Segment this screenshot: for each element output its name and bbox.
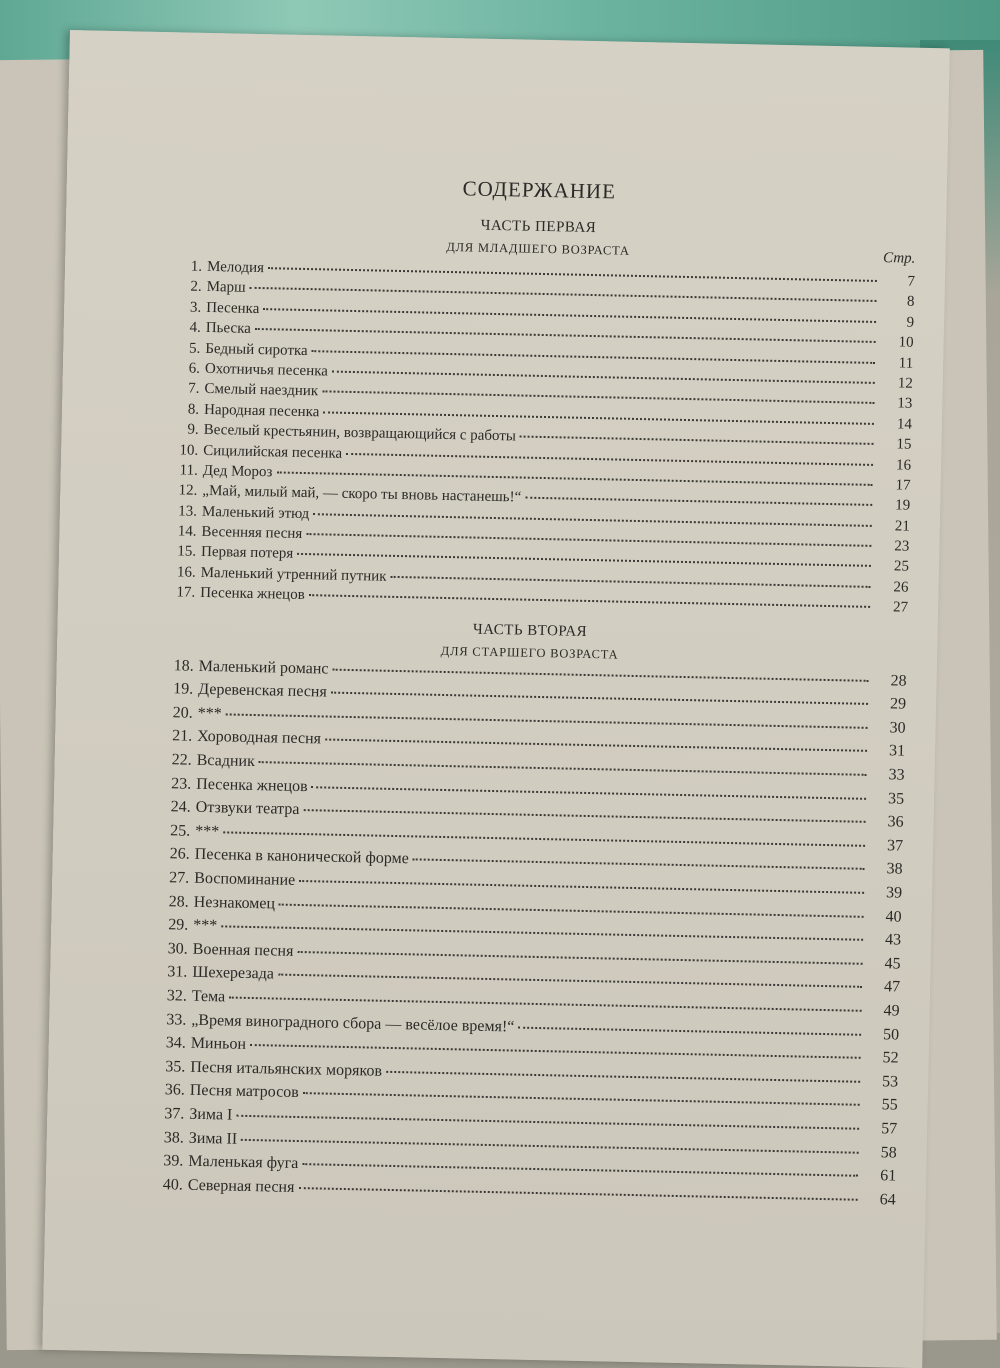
entry-number: 18. bbox=[173, 656, 194, 675]
entry-number: 34. bbox=[165, 1034, 186, 1052]
entry-number: 4. bbox=[189, 319, 201, 336]
entry-number: 19. bbox=[173, 680, 194, 698]
entry-title: Охотничья песенка bbox=[204, 360, 329, 380]
entry-page-number: 53 bbox=[881, 1072, 899, 1091]
dot-leader bbox=[391, 575, 871, 588]
entry-number: 26. bbox=[169, 845, 190, 864]
entry-title: Сицилийская песенка bbox=[203, 442, 343, 462]
entry-page-number: 30 bbox=[889, 719, 906, 737]
entry-page-number: 37 bbox=[886, 837, 904, 855]
entry-page-number: 45 bbox=[884, 955, 901, 973]
entry-page-number: 50 bbox=[882, 1025, 900, 1044]
entry-number: 13. bbox=[178, 503, 198, 520]
entry-page-number: 21 bbox=[894, 518, 910, 535]
entry-title: Песня итальянских моряков bbox=[190, 1058, 383, 1080]
entry-number: 10. bbox=[179, 441, 199, 459]
entry-title: Песенка жнецов bbox=[196, 775, 308, 795]
entry-number: 14. bbox=[177, 523, 197, 540]
entry-title: Песенка жнецов bbox=[200, 585, 305, 604]
entry-number: 3. bbox=[189, 299, 202, 316]
entry-number: 8. bbox=[187, 401, 200, 418]
dot-leader bbox=[303, 1091, 860, 1106]
entry-number: 33. bbox=[166, 1010, 187, 1029]
dot-leader bbox=[303, 808, 865, 823]
entry-number: 22. bbox=[171, 751, 192, 769]
entry-title: Дед Мороз bbox=[202, 462, 273, 481]
entry-title: Бедный сиротка bbox=[205, 340, 308, 359]
entry-title: Отзвуки театра bbox=[195, 799, 300, 819]
entry-title: Народная песенка bbox=[203, 401, 320, 421]
dot-leader bbox=[299, 879, 864, 894]
entry-title: Песня матросов bbox=[189, 1082, 300, 1102]
dot-leader bbox=[312, 785, 866, 800]
entry-title: Песенка в канонической форме bbox=[194, 846, 409, 868]
dot-leader bbox=[331, 691, 868, 705]
entry-title: *** bbox=[195, 822, 220, 841]
dot-leader bbox=[520, 435, 874, 445]
entry-number: 30. bbox=[167, 940, 188, 958]
entry-page-number: 35 bbox=[887, 789, 905, 808]
entry-number: 31. bbox=[167, 963, 188, 982]
entry-number: 37. bbox=[164, 1105, 185, 1123]
entry-title: Военная песня bbox=[192, 940, 294, 960]
entry-page-number: 43 bbox=[884, 931, 902, 949]
entry-number: 36. bbox=[164, 1081, 185, 1099]
entry-title: Миньон bbox=[190, 1034, 247, 1054]
entry-page-number: 9 bbox=[906, 314, 915, 331]
entry-title: Смелый наездник bbox=[204, 381, 319, 400]
entry-page-number: 39 bbox=[885, 884, 903, 902]
entry-number: 24. bbox=[170, 798, 191, 816]
part2-title: ЧАСТЬ ВТОРАЯ bbox=[472, 621, 588, 640]
dot-leader bbox=[297, 950, 862, 965]
entry-page-number: 33 bbox=[888, 766, 905, 784]
entry-page-number: 47 bbox=[883, 978, 901, 996]
entry-page-number: 17 bbox=[895, 477, 911, 494]
entry-page-number: 10 bbox=[898, 334, 914, 351]
entry-number: 12. bbox=[178, 482, 198, 500]
entry-number: 38. bbox=[163, 1128, 185, 1147]
entry-page-number: 57 bbox=[880, 1120, 898, 1138]
entry-page-number: 36 bbox=[887, 813, 904, 831]
entry-number: 39. bbox=[163, 1152, 184, 1170]
entry-page-number: 27 bbox=[892, 599, 909, 616]
entry-number: 27. bbox=[169, 869, 190, 887]
entry-title: Зима II bbox=[188, 1129, 238, 1148]
entry-title: Маленький утренний путник bbox=[200, 564, 387, 585]
entry-page-number: 61 bbox=[880, 1167, 897, 1185]
entry-title: Маленький этюд bbox=[201, 503, 310, 522]
entry-number: 16. bbox=[176, 564, 196, 581]
entry-page-number: 11 bbox=[898, 354, 914, 372]
page-title: СОДЕРЖАНИЕ bbox=[462, 176, 617, 204]
entry-page-number: 14 bbox=[896, 416, 913, 433]
entry-title: Весенняя песня bbox=[201, 523, 303, 543]
part1-subtitle: ДЛЯ МЛАДШЕГО ВОЗРАСТА bbox=[446, 239, 630, 258]
page-column-label: Стр. bbox=[882, 250, 916, 267]
entry-page-number: 52 bbox=[882, 1049, 899, 1067]
entry-page-number: 19 bbox=[895, 497, 911, 514]
entry-title: Маленький романс bbox=[198, 657, 329, 678]
entry-title: Песенка bbox=[206, 299, 260, 317]
dot-leader bbox=[325, 738, 867, 752]
book-page bbox=[42, 30, 949, 1368]
entry-page-number: 7 bbox=[907, 273, 916, 290]
entry-number: 2. bbox=[190, 278, 202, 296]
entry-page-number: 64 bbox=[879, 1190, 896, 1209]
entry-number: 1. bbox=[190, 258, 203, 275]
entry-title: Зима I bbox=[189, 1105, 233, 1124]
entry-page-number: 38 bbox=[886, 860, 903, 879]
entry-page-number: 40 bbox=[885, 907, 902, 926]
entry-title: Тема bbox=[191, 987, 226, 1006]
entry-page-number: 26 bbox=[893, 579, 909, 596]
entry-number: 40. bbox=[162, 1175, 184, 1194]
entry-title: „Май, милый май, — скоро ты вновь настанешь!“ bbox=[202, 483, 522, 506]
entry-page-number: 49 bbox=[883, 1002, 900, 1020]
entry-number: 11. bbox=[179, 462, 198, 479]
entry-page-number: 13 bbox=[897, 395, 913, 413]
entry-title: Веселый крестьянин, возвращающийся с работы bbox=[203, 422, 517, 445]
entry-page-number: 29 bbox=[889, 695, 907, 713]
dot-leader bbox=[298, 1186, 857, 1201]
dot-leader bbox=[268, 266, 877, 282]
entry-page-number: 8 bbox=[906, 293, 915, 311]
entry-number: 32. bbox=[166, 987, 187, 1005]
dot-leader bbox=[413, 858, 865, 870]
dot-leader bbox=[302, 1162, 858, 1177]
table-of-contents bbox=[141, 170, 917, 1215]
entry-number: 28. bbox=[168, 892, 189, 911]
entry-title: Всадник bbox=[196, 751, 256, 771]
entry-title: Маленькая фуга bbox=[188, 1152, 299, 1173]
entry-number: 17. bbox=[176, 584, 196, 601]
dot-leader bbox=[518, 1025, 861, 1035]
entry-title: Хороводная песня bbox=[197, 728, 322, 748]
dot-leader bbox=[332, 667, 868, 681]
part1-title: ЧАСТЬ ПЕРВАЯ bbox=[480, 217, 597, 237]
entry-page-number: 55 bbox=[881, 1096, 898, 1114]
entry-page-number: 16 bbox=[895, 456, 912, 474]
entry-number: 35. bbox=[165, 1057, 186, 1076]
entry-title: Незнакомец bbox=[193, 893, 276, 913]
entry-title: Шехерезада bbox=[192, 964, 275, 983]
entry-number: 5. bbox=[188, 340, 201, 357]
entry-title: *** bbox=[193, 916, 218, 935]
entry-page-number: 15 bbox=[896, 436, 912, 453]
entry-number: 29. bbox=[168, 916, 189, 934]
entry-number: 23. bbox=[171, 774, 192, 793]
entry-page-number: 12 bbox=[897, 375, 913, 392]
part2-entries bbox=[141, 656, 907, 1214]
entry-page-number: 28 bbox=[890, 671, 907, 690]
entry-number: 20. bbox=[172, 704, 193, 722]
entry-number: 6. bbox=[188, 360, 201, 377]
entry-number: 21. bbox=[172, 727, 193, 746]
entry-title: Деревенская песня bbox=[198, 681, 327, 701]
entry-title: Марш bbox=[206, 279, 246, 297]
entry-title: *** bbox=[197, 704, 222, 723]
entry-number: 15. bbox=[177, 543, 197, 561]
entry-page-number: 25 bbox=[893, 558, 910, 576]
dot-leader bbox=[525, 496, 872, 506]
entry-number: 9. bbox=[187, 421, 199, 438]
entry-number: 7. bbox=[188, 380, 200, 398]
entry-page-number: 31 bbox=[888, 742, 906, 761]
entry-title: Пьеска bbox=[205, 320, 252, 338]
entry-title: Воспоминание bbox=[194, 869, 296, 889]
entry-title: Первая потеря bbox=[200, 544, 294, 563]
entry-number: 25. bbox=[170, 822, 191, 840]
entry-title: „Время виноградного сбора — весёлое время!“ bbox=[191, 1011, 515, 1036]
dot-leader bbox=[386, 1070, 860, 1083]
part1-entries bbox=[153, 258, 915, 620]
entry-title: Мелодия bbox=[206, 258, 265, 277]
part2-subtitle: ДЛЯ СТАРШЕГО ВОЗРАСТА bbox=[440, 643, 619, 662]
entry-page-number: 58 bbox=[880, 1143, 897, 1162]
entry-page-number: 23 bbox=[894, 538, 910, 555]
entry-title: Северная песня bbox=[187, 1176, 295, 1196]
